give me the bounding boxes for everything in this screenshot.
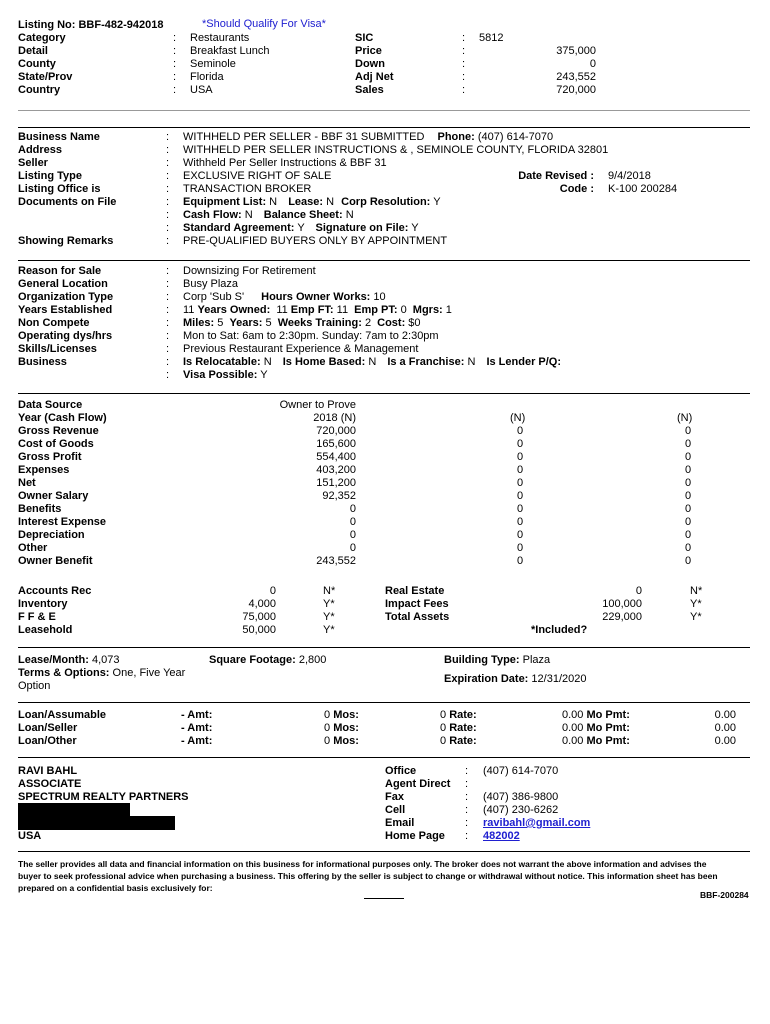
label-state: State/Prov xyxy=(18,71,73,83)
label-non-compete: Non Compete xyxy=(18,317,90,329)
label-home-page: Home Page xyxy=(385,830,445,842)
label-benefits: Benefits xyxy=(18,503,62,515)
agent-contact-colons: : : : : : : xyxy=(465,765,469,842)
loan-labels xyxy=(18,709,106,748)
asset-right-flags: N* Y* Y* xyxy=(690,585,703,623)
label-category: Category xyxy=(18,32,66,44)
label-county: County xyxy=(18,58,56,70)
lease-month: Lease/Month: 4,073 xyxy=(18,654,120,666)
label-years-established: Years Established xyxy=(18,304,113,316)
showing-remarks: PRE-QUALIFIED BUYERS ONLY BY APPOINTMENT xyxy=(183,235,448,247)
value-down: 0 xyxy=(589,58,596,70)
listing-type: EXCLUSIVE RIGHT OF SALE xyxy=(183,170,332,182)
visa-note: *Should Qualify For Visa* xyxy=(202,18,326,30)
agent-email-link[interactable]: ravibahl@gmail.com xyxy=(483,817,591,829)
label-inventory: Inventory xyxy=(18,598,68,610)
asset-values: 0 4,000 75,000 50,000 xyxy=(242,585,276,636)
financial-labels xyxy=(18,399,107,568)
listing-office: TRANSACTION BROKER xyxy=(183,183,312,195)
label-listing-type: Listing Type xyxy=(18,170,82,182)
value-sic: 5812 xyxy=(479,32,504,44)
label-business-name: Business Name xyxy=(18,131,100,143)
label-cost-of-goods: Cost of Goods xyxy=(18,438,94,450)
expiration-date: Expiration Date: 12/31/2020 xyxy=(444,673,587,685)
documents-row-3: Standard Agreement: Y Signature on File: Y xyxy=(183,222,419,234)
label-address: Address xyxy=(18,144,63,156)
value-state: Florida xyxy=(190,71,224,83)
label-sic: SIC xyxy=(355,32,374,44)
divider xyxy=(18,647,750,648)
included-note: *Included? xyxy=(531,624,588,636)
signature-line xyxy=(364,898,404,899)
label-listing-office: Listing Office is xyxy=(18,183,101,195)
label-data-source: Data Source xyxy=(18,399,83,411)
label-other: Other xyxy=(18,542,48,554)
loan-rates: 0.00 Mo Pmt: 0.00 Mo Pmt: 0.00 Mo Pmt: xyxy=(562,709,630,747)
asset-flags: N* Y* Y* Y* xyxy=(323,585,336,636)
organization-type: Corp 'Sub S' Hours Owner Works: 10 xyxy=(183,291,386,303)
divider xyxy=(18,127,750,128)
redaction-bar xyxy=(18,803,130,816)
asset-right-labels xyxy=(385,585,449,624)
label-owner-salary: Owner Salary xyxy=(18,490,89,502)
non-compete: Miles: 5 Years: 5 Weeks Training: 2 Cost: $0 xyxy=(183,317,421,329)
agent-cell: (407) 230-6262 xyxy=(483,804,559,816)
label-accounts-rec: Accounts Rec xyxy=(18,585,92,597)
documents-row-1: Equipment List: N Lease: N Corp Resolution: Y xyxy=(183,196,441,208)
header-right-labels xyxy=(355,32,394,97)
agent-country: USA xyxy=(18,830,42,842)
documents-row-2: Cash Flow: N Balance Sheet: N xyxy=(183,209,354,221)
agent-company: SPECTRUM REALTY PARTNERS xyxy=(18,791,189,803)
terms-options: Terms & Options: One, Five Year xyxy=(18,667,186,679)
code-label: Code : xyxy=(559,183,594,195)
label-owner-benefit: Owner Benefit xyxy=(18,555,93,567)
label-cell: Cell xyxy=(385,804,406,816)
value-detail: Breakfast Lunch xyxy=(190,45,270,57)
label-loan-other: Loan/Other xyxy=(18,735,77,747)
label-fax: Fax xyxy=(385,791,404,803)
asset-labels xyxy=(18,585,91,637)
value-price: 375,000 xyxy=(556,45,596,57)
label-depreciation: Depreciation xyxy=(18,529,85,541)
redaction-bar xyxy=(18,816,175,830)
label-office: Office xyxy=(385,765,417,777)
agent-title: ASSOCIATE xyxy=(18,778,82,790)
details-labels xyxy=(18,265,113,369)
agent-contact-labels xyxy=(385,765,450,843)
operating-hours: Mon to Sat: 6am to 2:30pm. Sunday: 7am to 2:30pm xyxy=(183,330,439,342)
building-type: Building Type: Plaza xyxy=(444,654,551,666)
terms-options-cont: Option xyxy=(18,680,51,692)
financial-column-3: (N) 0 0 0 0 0 0 0 0 0 0 0 xyxy=(677,412,693,567)
agent-homepage-link[interactable]: 482002 xyxy=(483,830,520,842)
label-sales: Sales xyxy=(355,84,384,96)
business-labels xyxy=(18,131,116,209)
label-down: Down xyxy=(355,58,385,70)
general-location: Busy Plaza xyxy=(183,278,239,290)
label-gross-revenue: Gross Revenue xyxy=(18,425,99,437)
value-adj-net: 243,552 xyxy=(556,71,596,83)
value-sales: 720,000 xyxy=(556,84,596,96)
label-reason: Reason for Sale xyxy=(18,265,102,277)
financial-column-2: (N) 0 0 0 0 0 0 0 0 0 0 0 xyxy=(510,412,526,567)
square-footage: Square Footage: 2,800 xyxy=(209,654,327,666)
label-showing-remarks: Showing Remarks xyxy=(18,235,114,247)
divider xyxy=(18,110,750,111)
agent-name: RAVI BAHL xyxy=(18,765,78,777)
loan-amt-labels: - Amt: - Amt: - Amt: xyxy=(181,709,213,747)
label-loan-seller: Loan/Seller xyxy=(18,722,78,734)
label-skills: Skills/Licenses xyxy=(18,343,97,355)
value-county: Seminole xyxy=(190,58,236,70)
years-established: 11 Years Owned: 11 Emp FT: 11 Emp PT: 0 Mgrs: 1 xyxy=(183,304,452,316)
label-email: Email xyxy=(385,817,415,829)
label-agent-direct: Agent Direct xyxy=(385,778,451,790)
label-year: Year (Cash Flow) xyxy=(18,412,107,424)
label-adj-net: Adj Net xyxy=(355,71,394,83)
label-total-assets: Total Assets xyxy=(385,611,450,623)
financial-column-1: Owner to Prove 2018 (N) 720,000 165,600 554,400 403,200 151,200 92,352 0 0 0 0 243,552 xyxy=(279,399,356,567)
business-colons: : : : : : : : : : xyxy=(166,131,170,247)
label-price: Price xyxy=(355,45,382,57)
business-address: WITHHELD PER SELLER INSTRUCTIONS & , SEMINOLE COUNTY, FLORIDA 32801 xyxy=(183,144,609,156)
header-right-values xyxy=(500,45,596,97)
loan-payments: 0.00 0.00 0.00 xyxy=(714,709,736,747)
label-documents: Documents on File xyxy=(18,196,117,208)
listing-number: Listing No: BBF-482-942018 xyxy=(18,19,164,31)
label-seller: Seller xyxy=(18,157,48,169)
divider xyxy=(18,757,750,758)
code-value: K-100 200284 xyxy=(608,183,678,195)
skills-licenses: Previous Restaurant Experience & Management xyxy=(183,343,419,355)
label-location: General Location xyxy=(18,278,108,290)
label-gross-profit: Gross Profit xyxy=(18,451,82,463)
agent-office-phone: (407) 614-7070 xyxy=(483,765,559,777)
label-net: Net xyxy=(18,477,36,489)
divider xyxy=(18,393,750,394)
header-left-colons: : : : : : xyxy=(173,32,177,96)
label-real-estate: Real Estate xyxy=(385,585,445,597)
label-country: Country xyxy=(18,84,61,96)
date-revised: 9/4/2018 xyxy=(608,170,651,182)
reason-for-sale: Downsizing For Retirement xyxy=(183,265,316,277)
value-category: Restaurants xyxy=(190,32,250,44)
business-name: WITHHELD PER SELLER - BBF 31 SUBMITTED Phone: (407) 614-7070 xyxy=(183,131,554,143)
divider xyxy=(18,260,750,261)
header-left-labels xyxy=(18,32,72,97)
reference-code: BBF-200284 xyxy=(700,890,749,900)
label-detail: Detail xyxy=(18,45,48,57)
label-business: Business xyxy=(18,356,67,368)
label-org-type: Organization Type xyxy=(18,291,114,303)
disclaimer: The seller provides all data and financial information on this business for informational purposes only. The broker does not warrant the above information and advises the buyer to seek professional advice when purchasing a business. This offering by the seller is subject to change or withdrawal without notice. This information sheet has been prepared on a confidential basis exclusively for: xyxy=(18,859,718,893)
business-flags: Is Relocatable: N Is Home Based: N Is a Franchise: N Is Lender P/Q: xyxy=(183,356,562,368)
agent-fax: (407) 386-9800 xyxy=(483,791,559,803)
agent-block xyxy=(18,765,189,804)
visa-possible: Visa Possible: Y xyxy=(183,369,268,381)
business-seller: Withheld Per Seller Instructions & BBF 31 xyxy=(183,157,387,169)
label-ffe: F F & E xyxy=(18,611,56,623)
header-right-colons: : : : : : xyxy=(462,32,466,96)
date-revised-label: Date Revised : xyxy=(518,170,594,182)
label-operating: Operating dys/hrs xyxy=(18,330,113,342)
divider xyxy=(18,702,750,703)
asset-right-values: 0 100,000 229,000 xyxy=(602,585,642,623)
label-interest-expense: Interest Expense xyxy=(18,516,107,528)
details-colons: : : : : : : : : : xyxy=(166,265,170,381)
divider xyxy=(18,851,750,852)
loan-months: 0 Rate: 0 Rate: 0 Rate: xyxy=(440,709,477,747)
label-leasehold: Leasehold xyxy=(18,624,73,636)
loan-amounts: 0 Mos: 0 Mos: 0 Mos: xyxy=(324,709,359,747)
label-impact-fees: Impact Fees xyxy=(385,598,449,610)
value-country: USA xyxy=(190,84,213,96)
label-expenses: Expenses xyxy=(18,464,70,476)
label-loan-assumable: Loan/Assumable xyxy=(18,709,107,721)
header-left-values xyxy=(190,32,270,97)
